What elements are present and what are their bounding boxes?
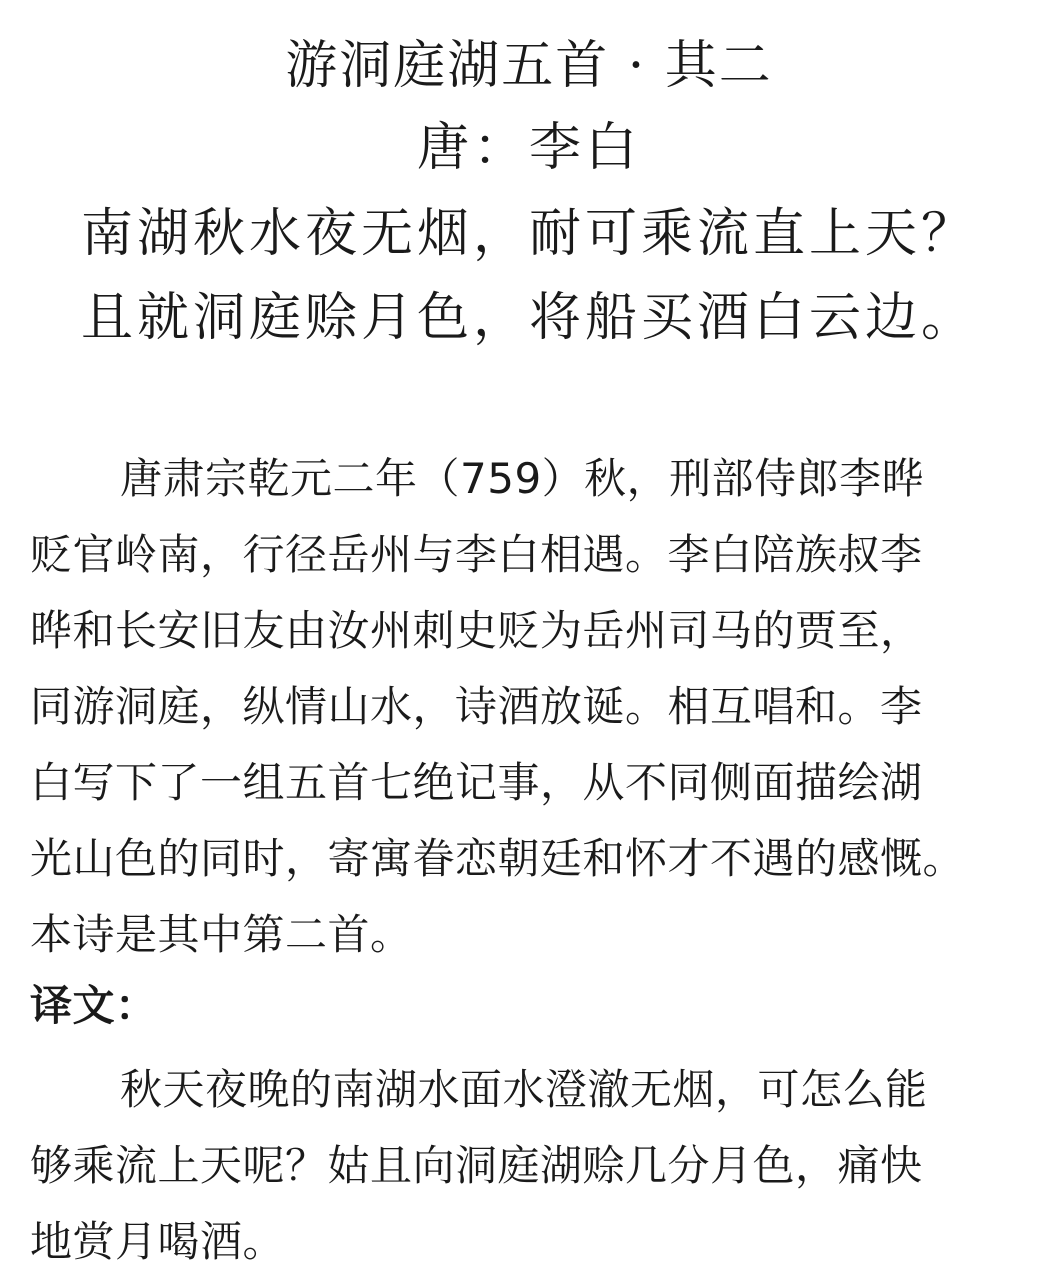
translation-line-1: 秋天夜晚的南湖水面水澄澈无烟，可怎么能 — [120, 1065, 928, 1114]
translation-heading: 译文： — [30, 981, 158, 1030]
poem-verse-1: 南湖秋水夜无烟，耐可乘流直上天？ — [80, 204, 977, 264]
background-line-3: 晔和长安旧友由汝州刺史贬为岳州司马的贾至， — [30, 606, 923, 655]
poem-author: 唐：李白 — [416, 118, 641, 178]
poem-verse-2: 且就洞庭赊月色，将船买酒白云边。 — [80, 288, 977, 348]
background-line-6: 光山色的同时，寄寓眷恋朝廷和怀才不遇的感慨。 — [30, 834, 966, 883]
poem-title: 游洞庭湖五首 · 其二 — [285, 36, 773, 96]
background-line-5: 白写下了一组五首七绝记事，从不同侧面描绘湖 — [30, 758, 923, 807]
translation-line-2: 够乘流上天呢？姑且向洞庭湖赊几分月色，痛快 — [30, 1141, 923, 1190]
background-line-4: 同游洞庭，纵情山水，诗酒放诞。相互唱和。李 — [30, 682, 923, 731]
background-line-1: 唐肃宗乾元二年（759）秋，刑部侍郎李晔 — [120, 454, 925, 503]
background-line-2: 贬官岭南，行径岳州与李白相遇。李白陪族叔李 — [30, 530, 923, 579]
translation-line-3: 地赏月喝酒。 — [30, 1217, 286, 1266]
background-line-7: 本诗是其中第二首。 — [30, 910, 413, 959]
